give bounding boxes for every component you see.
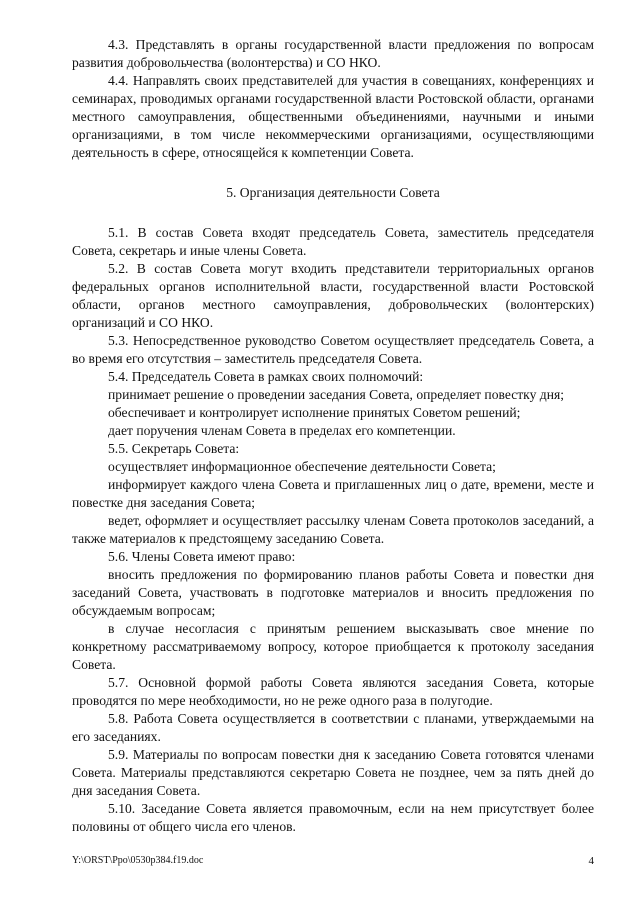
paragraph-5-6: 5.6. Члены Совета имеют право: (108, 549, 296, 564)
paragraph-5-1: 5.1. В состав Совета входят председатель Совета, заместитель председателя Совета, секретарь и иные члены Совета. (72, 225, 594, 258)
paragraph-5-10: 5.10. Заседание Совета является правомочным, если на нем присутствует более половины от общего числа его членов. (72, 801, 594, 834)
paragraph-5-4: 5.4. Председатель Совета в рамках своих полномочий: (108, 369, 424, 384)
paragraph-5-2: 5.2. В состав Совета могут входить представители территориальных органов федеральных органов исполнительной власти, государственной власти Ростовской области, органов местного самоуправления, добровольческих (волонтерских) организаций и СО НКО. (72, 261, 594, 330)
paragraph-4-3: 4.3. Представлять в органы государственной власти предложения по вопросам развития добровольчества (волонтерства) и СО НКО. (72, 37, 594, 70)
paragraph-5-5-item-2: информирует каждого члена Совета и приглашенных лиц о дате, времени, месте и повестке дня заседания Совета; (72, 477, 594, 510)
paragraph-5-5-item-1: осуществляет информационное обеспечение деятельности Совета; (108, 459, 496, 474)
paragraph-5-6-item-2: в случае несогласия с принятым решением высказывать свое мнение по конкретному рассматриваемому вопросу, которое приобщается к протоколу заседания Совета. (72, 621, 594, 672)
footer-file-path: Y:\ORST\Ppo\0530p384.f19.doc (72, 855, 204, 866)
paragraph-5-5-item-3: ведет, оформляет и осуществляет рассылку членам Совета протоколов заседаний, а также материалов к предстоящему заседанию Совета. (72, 513, 594, 546)
section-heading: 5. Организация деятельности Совета (226, 185, 440, 200)
paragraph-5-5: 5.5. Секретарь Совета: (108, 441, 240, 456)
paragraph-5-8: 5.8. Работа Совета осуществляется в соответствии с планами, утверждаемыми на его заседаниях. (72, 711, 594, 744)
paragraph-5-7: 5.7. Основной формой работы Совета являются заседания Совета, которые проводятся по мере необходимости, но не реже одного раза в полугодие. (72, 675, 594, 708)
paragraph-5-3: 5.3. Непосредственное руководство Советом осуществляет председатель Совета, а во время его отсутствия – заместитель председателя Совета. (72, 333, 594, 366)
paragraph-5-4-item-2: обеспечивает и контролирует исполнение принятых Советом решений; (108, 405, 521, 420)
paragraph-5-4-item-3: дает поручения членам Совета в пределах его компетенции. (108, 423, 456, 438)
paragraph-5-4-item-1: принимает решение о проведении заседания Совета, определяет повестку дня; (108, 387, 565, 402)
document-body (72, 36, 594, 836)
paragraph-4-4: 4.4. Направлять своих представителей для участия в совещаниях, конференциях и семинарах, проводимых органами государственной власти Ростовской области, органами местного самоуправления, общественными объединениями, научными и иными организациями, в том числе некоммерческими организациями, осуществляющими деятельность в сфере, относящейся к компетенции Совета. (72, 73, 594, 160)
page-number: 4 (588, 855, 594, 867)
paragraph-5-6-item-1: вносить предложения по формированию планов работы Совета и повестки дня заседаний Совета, участвовать в подготовке материалов и вносить предложения по обсуждаемым вопросам; (72, 567, 594, 618)
paragraph-5-9: 5.9. Материалы по вопросам повестки дня к заседанию Совета готовятся членами Совета. Материалы представляются секретарю Совета не позднее, чем за пять дней до дня заседания Совета. (72, 747, 594, 798)
